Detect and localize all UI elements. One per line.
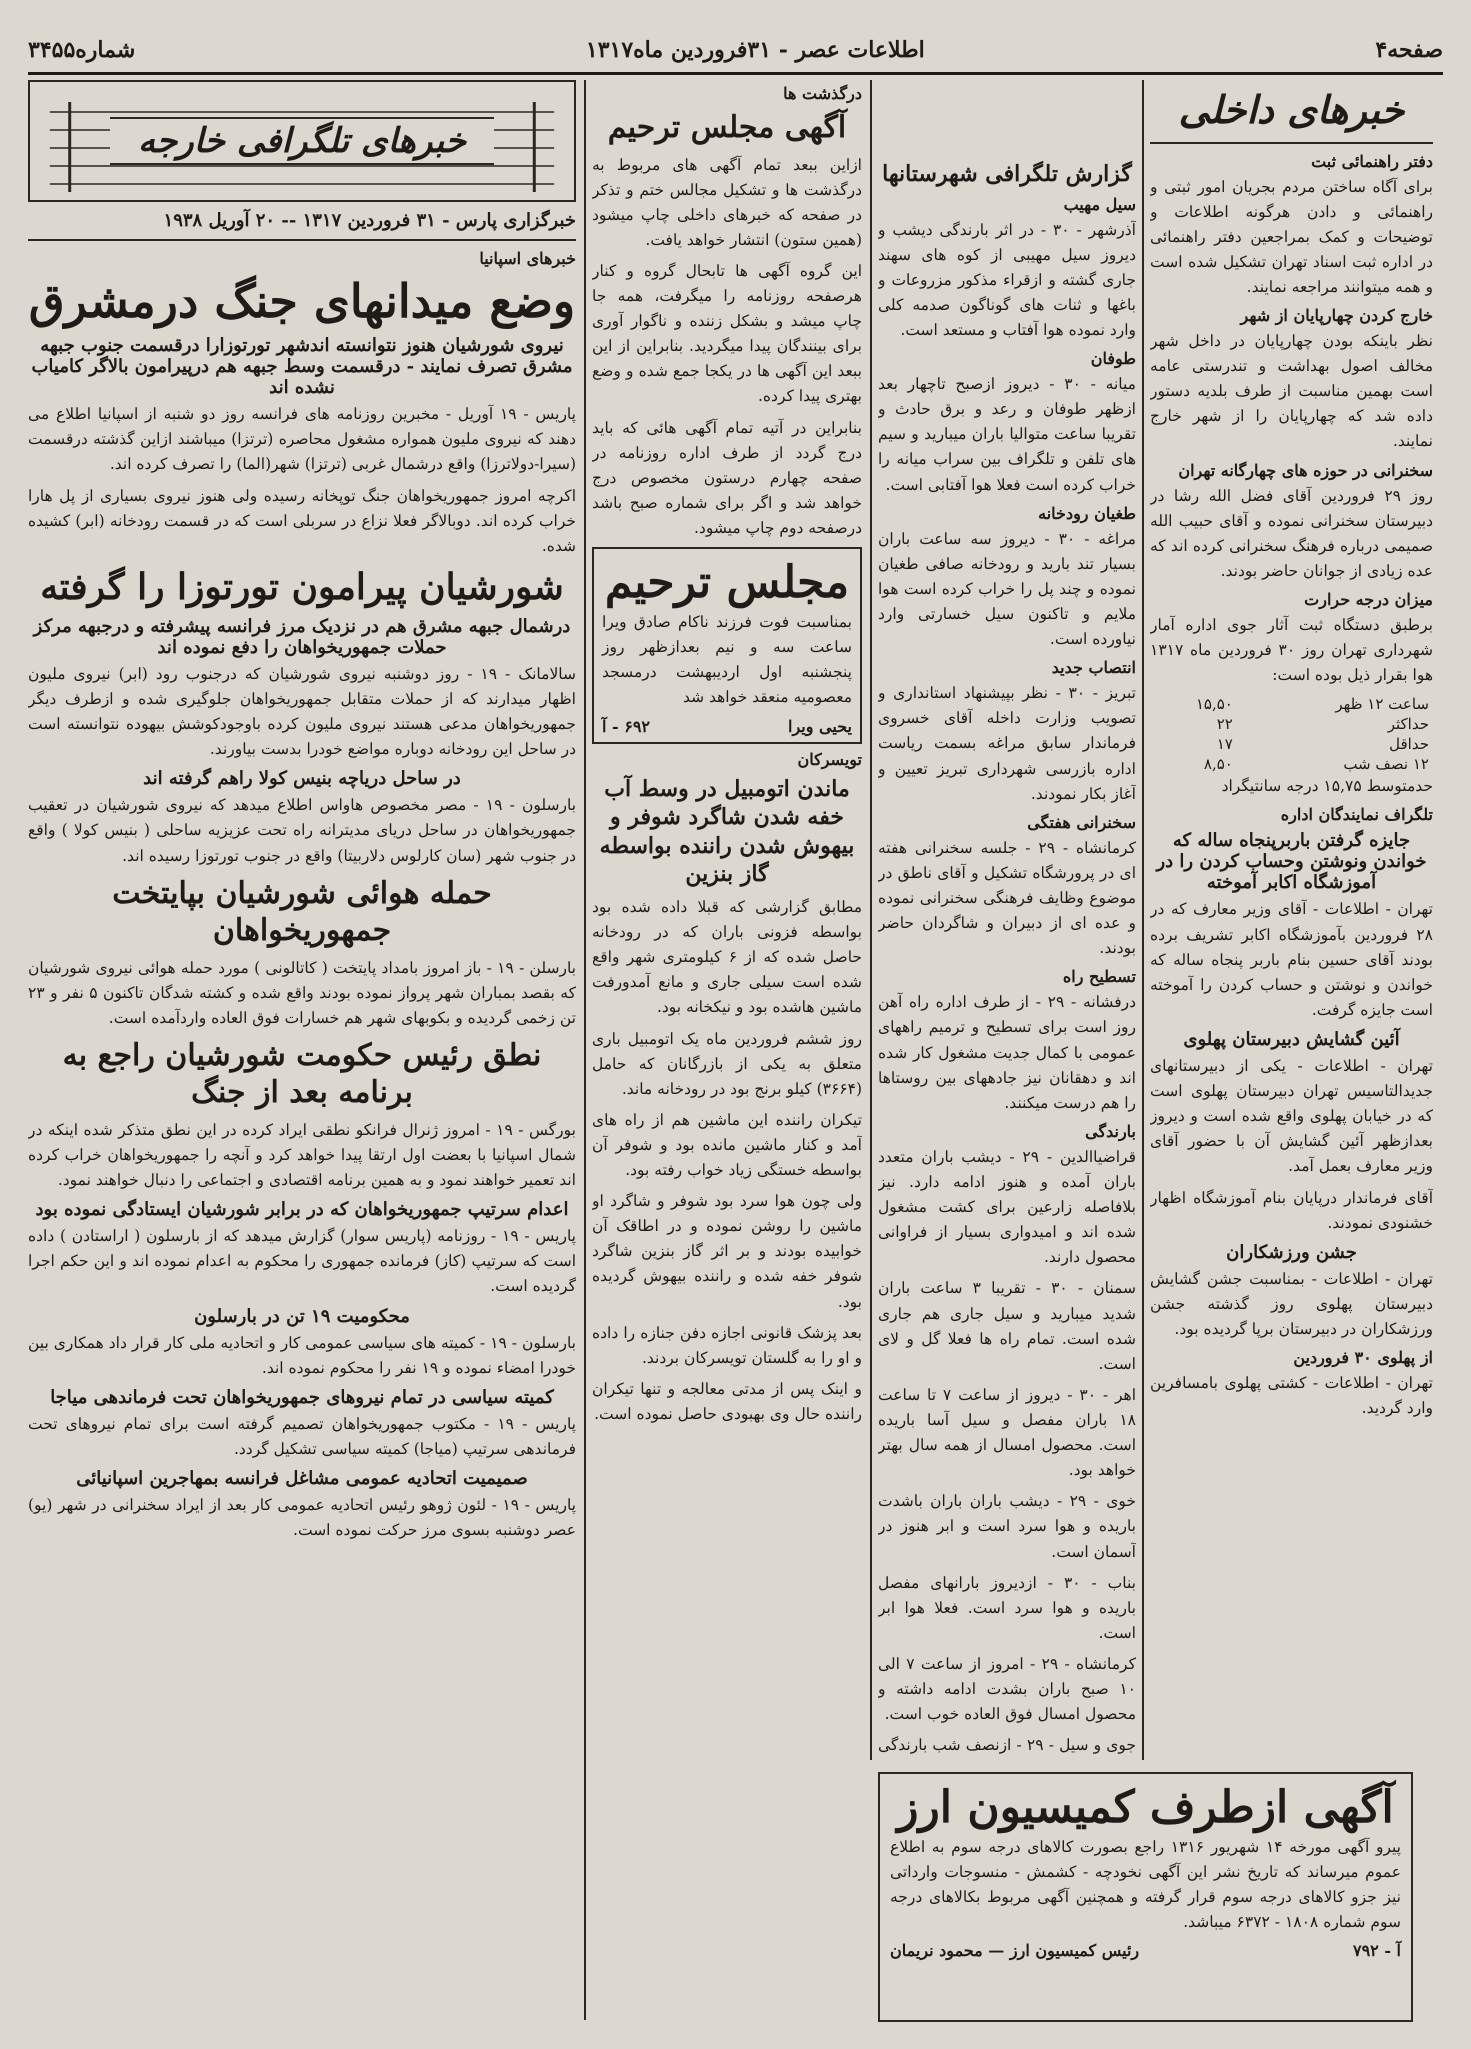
road-heading: تسطیح راه [1062,967,1136,987]
school-opening-heading: آئین گشایش دبیرستان پهلوی [1183,1029,1400,1051]
col-domestic [1150,80,1433,1760]
tortosa-headline: شورشیان پیرامون تورتوزا را گرفته [40,565,564,608]
animals-heading: خارج کردن چهارپایان از شهر [1240,306,1433,326]
tortosa-subheading: درشمال جبهه مشرق هم در نزدیک مرز فرانسه پیشرفته و درجبهه مرکز حملات جمهوریخواهان را دفع نموده اند [33,615,571,658]
franco-speech-headline: نطق رئیس حکومت شورشیان راجع به برنامه بعد از جنگ [62,1037,542,1111]
obituary-notice-text-1: ازاین ببعد تمام آگهی های مربوط به درگذشت ها و تشکیل مجالس ختم و تذکر در صفحه که خبرهای داخلی چاپ میشود (همین ستون) انتشار خواهد یافت. [592,155,862,249]
lectures-text: روز ۲۹ فروردین آقای فضل الله رشا در دبیرستان سخنرانی نموده و آقای حبیب الله صمیمی درباره فرهنگ سخنرانی کرده اند که عده زیادی از جوانان حاضر بودند. [1150,486,1433,580]
memorial-ad-body: بمناسبت فوت فرزند ناکام صادق ویرا ساعت سه و نیم بعدازظهر روز پنجشنبه اول اردیبهشت درمسجد معصومیه منعقد خواهد شد [602,613,852,707]
telegraph-heading: تلگراف نمایندگان اداره [1280,805,1433,825]
col-provinces [878,80,1136,1760]
table-row: حداقل ۱۷ [1216,735,1429,754]
execution-heading: اعدام سرتیپ جمهوریخواهان که در برابر شورشیان ایستادگی نموده بود [35,1199,569,1221]
weekly-lecture-text: کرمانشاه - ۲۹ - جلسه سخنرانی هفته ای در پرورشگاه تشکیل و آقای ناطق در موضوع وظایف فرهنگی سخنرانی نموده و عده ای از دبیران و شاگردان حاضر بودند. [878,838,1136,958]
provinces-heading: گزارش تلگرافی شهرستانها [882,161,1132,187]
issue-title: اطلاعات عصر - ۳۱فروردین ماه۱۳۱۷ [585,37,925,63]
registry-text: برای آگاه ساختن مردم بجریان امور ثبتی و راهنمائی و دادن هرگونه اطلاعات و توضیحات و کمک بمراجعین دفتر راهنمائی در اداره ثبت اسناد تهران تشکیل شده است و همه میتوانند مراجعه نمایند. [1150,177,1433,296]
flood-heading: سیل مهیب [1063,194,1136,214]
car-accident-text-4: ولی چون هوا سرد بود شوفر و شاگرد او ماشین را روشن نموده و در اطاقک آن خوابیده بودند و بر اثر گاز بنزین شاگرد شوفر خفه شده و راننده بیهوش گردیده بود. [592,1192,862,1311]
weekly-lecture-heading: سخنرانی هفتگی [1027,812,1136,832]
car-accident-text-3: تیکران راننده این ماشین هم از راه های آمد و کنار ماشین مانده بود و شوفر آن بواسطه خستگی زیاد خواب رفته بود. [592,1110,862,1180]
athletes-heading: جشن ورزشکاران [1226,1241,1357,1263]
car-accident-text-6: و اینک پس از مدتی معالجه و تنها تیکران راننده حال وی بهبودی حاصل نموده است. [592,1379,862,1424]
car-accident-heading: ماندن اتومبیل در وسط آب خفه شدن شاگرد شوفر و بیهوش شدن راننده بواسطه گاز بنزین [599,775,855,888]
east-front-headline: وضع میدانهای جنگ درمشرق [28,274,576,328]
river-text: مراغه - ۳۰ - دیروز سه ساعت باران بسیار تند بارید و رودخانه صافی طغیان نموده و چند پل را خراب کرده است هوا ملایم و تاکنون سیل خسارتی وارد نیاورده است. [878,529,1136,649]
rain-heading: بارندگی [1085,1121,1136,1141]
franco-speech-text: بورگس - ۱۹ - امروز ژنرال فرانکو نطقی ایراد کرده در این نطق متذکر شده اینکه در شمال اسپانیا با بعضت اول ارتقا پیدا خواهد کرد و آنچه را جمهوریخواهان خراب کرده اند تعمیر خواهند نمود و به همین برنامه اقتصادی و اجتماعی را دنبال خواهند نمود. [28,1120,576,1190]
currency-ad-title: آگهی ازطرف کمیسیون ارز [897,1782,1394,1833]
registry-heading: دفتر راهنمائی ثبت [1311,151,1433,171]
rain-text-4: خوی - ۲۹ - دیشب باران باران باشدت باریده و هوا سرد است و ابر هنوز در آسمان است. [878,1492,1136,1561]
currency-ad-sign-label: رئیس کمیسیون ارز [1009,1941,1140,1961]
river-heading: طغیان رودخانه [1038,503,1136,523]
athletes-text: تهران - اطلاعات - بمناسبت جشن گشایش دبیرستان پهلوی روز گذشته جشن ورزشکاران در دبیرستان برپا گردیده بود. [1150,1269,1433,1338]
storm-text: میانه - ۳۰ - دیروز ازصبح تاچهار بعد ازظهر طوفان و رعد و برق حادث و تقریبا ساعت متوالیا باران میبارید و سیم های تلفن و تلگراف بین سراب میانه را خراب کرده است فعلا هوا آفتابی است. [878,375,1136,494]
temperature-table [1150,694,1433,774]
agency-line: خبرگزاری پارس - ۳۱ فروردین ۱۳۱۷ -- ۲۰ آوریل ۱۹۳۸ [163,210,576,231]
animals-text: نظر باینکه بودن چهارپایان در داخل شهر مخالف اصول بهداشت و تندرستی عامه است بهمین مناسبت از طرف بلدیه دستور داده شد که چهارپایان را از شهر خارج نمایند. [1150,332,1433,451]
road-text: درفشانه - ۲۹ - از طرف اداره راه آهن روز است برای تسطیح و ترمیم راههای عمومی با کمال جدیت مشغول کار شده اند و دهقانان نیز جادههای بین روستاها را هم درست میکنند. [878,993,1136,1112]
committee-heading: کمیته سیاسی در تمام نیروهای جمهوریخواهان تحت فرماندهی میاجا [50,1386,554,1408]
execution-text: پاریس - ۱۹ - روزنامه (پاریس سوار) گزارش میدهد که از بارسلون ( اراستادن ) داده است که سرتیپ (کاز) فرمانده جمهوری را محکوم به اعدام نموده اند و این حکم اجرا گردیده است. [28,1227,576,1296]
car-accident-text-5: بعد پزشک قانونی اجازه دفن جنازه را داده و او را به گلستان تویسرکان بردند. [592,1323,862,1367]
benicarlo-text: بارسلون - ۱۹ - مصر مخصوص هاواس اطلاع میدهد که نیروی شورشیان در تعقیب جمهوریخواهان در ساحل دریای مدیترانه راه تحت عزیزیه ساحلی ( بنیس کولا ) واقع در جنوب شهر (سان کارلوس دلاربیتا) واقع در جنوب تورتوزا رسیده اند. [28,796,576,865]
col-foreign [28,80,576,2020]
rain-text-6: کرمانشاه - ۲۹ - امروز از ساعت ۷ الی ۱۰ صبح باران بشدت ادامه داشته و محصول امسال فوق العاده خوب است. [878,1654,1136,1724]
temperature-average: حدمتوسط ۱۵,۷۵ درجه سانتیگراد [1221,777,1433,796]
convictions-text: بارسلون - ۱۹ - کمیته های سیاسی عمومی کار و اتحادیه ملی کار قرار داد همکاری بین خودرا امضاء نموده و ۱۹ نفر را محکوم نموده اند. [28,1333,576,1377]
memorial-ad [592,547,862,743]
obituary-notice-text-3: بنابراین در آتیه تمام آگهی هائی که باید درج گردد از طرف اداره روزنامه در صفحه چهارم درستون مخصوص درج خواهد شد و اگر برای شماره صبح باشد درصفحه دوم چاپ میشود. [592,418,862,538]
page-number: صفحه۴ [1375,37,1443,63]
memorial-ad-ref: ۶۹۲ - آ [602,716,651,736]
air-raid-headline: حمله هوائی شورشیان بپایتخت جمهوریخواهان [112,875,492,949]
air-raid-text: بارسلن - ۱۹ - باز امروز بامداد پایتخت ( کاتالونی ) مورد حمله هوائی نیروی شورشیان که بقصد بمباران شهر پرواز نموده بودند واقع شده و کشته شدگان تاکنون ۵ نفر و ۲۳ تن زخمی گردیده و بکوبهای شهر هم خسارات فوق العاده واردآمده است. [28,958,576,1027]
obituary-notice-title: آگهی مجلس ترحیم [607,110,847,145]
pahlavi-text: تهران - اطلاعات - کشتی پهلوی بامسافرین وارد گردید. [1150,1374,1433,1418]
obituaries-section: درگذشت ها [783,84,862,103]
storm-heading: طوفان [1090,349,1136,369]
currency-commission-ad: آگهی ازطرف کمیسیون ارز پیرو آگهی مورخه ۱۴ شهریور ۱۳۱۶ راجع بصورت کالاهای درجه سوم به اطلاع عموم میرساند که تاریخ نشر این آگهی نخودچه - کشمش - منسوجات وارداتی نیز جزو کالاهای درجه سوم قرار گرفته و همچنین آگهی مربوط بکالاهای درجه سوم شماره ۱۸۰۸ - ۶۳۷۲ میباشد. آ - ۷۹۲ رئیس کمیسیون ارز — محمود نریمان [878,1772,1413,2022]
rain-text-7: جوی و سیل - ۲۹ - ازنصف شب بارندگی [878,1736,1136,1755]
currency-ad-body: پیرو آگهی مورخه ۱۴ شهریور ۱۳۱۶ راجع بصورت کالاهای درجه سوم به اطلاع عموم میرساند که تاریخ نشر این آگهی نخودچه - کشمش - منسوجات وارداتی نیز جزو کالاهای درجه سوم قرار گرفته و همچنین آگهی مربوط بکالاهای درجه سوم شماره ۱۸۰۸ - ۶۳۷۲ میباشد. [890,1838,1401,1932]
rain-text-3: اهر - ۳۰ - دیروز از ساعت ۷ تا ساعت ۱۸ باران مفصل و سیل آسا باریده است. محصول امسال از همه سال بهتر خواهد بود. [878,1385,1136,1480]
rain-text-5: بناب - ۳۰ - ازدیروز بارانهای مفصل باریده و هوا سرد است. فعلا هوا ابر است. [878,1573,1136,1642]
page-header [28,28,1443,75]
porter-award-text: تهران - اطلاعات - آقای وزیر معارف که در ۲۸ فروردین بآموزشگاه اکابر تشریف برده بودند آقای حسین بنام باربر پنجاه ساله که خواندن و نوشتن و حساب کردن را آموخته است جایزه گرفت. [1150,900,1433,1019]
porter-award-heading: جایزه گرفتن باربرپنجاه ساله که خواندن ونوشتن وحساب کردن را در آموزشگاه اکابر آموخته [1156,830,1427,894]
east-front-text-2: اکرچه امروز جمهوریخواهان جنگ توپخانه رسیده ولی هنوز نیروی بسیاری از پل هارا خراب کرده اند. دوبالاگر فعلا نزاع در سربلی است که در قسمت رودخانه (ابر) کشیده شده. [28,486,576,555]
currency-ad-ref: آ - ۷۹۲ [1352,1941,1401,1961]
appointment-heading: انتصاب جدید [1051,658,1136,678]
table-row: حداکثر ۲۲ [1216,715,1429,734]
obituary-notice-text-2: این گروه آگهی ها تابحال گروه و کنار هرصفحه روزنامه را میگرفت، همه جا چاپ میشد و بشکل زننده و ناگوار آوری برای بینندگان پیدا میگردید. بنابراین از این ببعد این آگهی ها در یکجا جمع شده و وضع بهتری پیدا کرده. [592,261,862,406]
car-accident-text-1: مطابق گزارشی که قبلا داده شده بود بواسطه فزونی باران که در رودخانه حاصل شده که از ۶ کیلومتری شهر واقع شده است سیلی جاری و مانع آمدورفت ماشین هاشده بود و نیکخانه بود. [592,897,862,1017]
table-row: ۱۲ نصف شب ۸,۵۰ [1203,755,1429,774]
refugees-text: پاریس - ۱۹ - لئون ژوهو رئیس اتحادیه عمومی کار بعد از ایراد سخنرانی در شهر (یو) عصر دوشنبه بسوی مرز حرکت نموده است. [28,1496,576,1540]
foreign-news-banner [28,80,576,202]
benicarlo-subheading: در ساحل دریاچه بنیس کولا راهم گرفته اند [143,768,461,790]
memorial-ad-sign: یحیی ویرا [788,716,852,736]
east-front-text-1: پاریس - ۱۹ آوریل - مخبرین روزنامه های فرانسه روز دو شنبه از اسپانیا اطلاع می دهند که نیروی ملیون همواره مشغول محاصره (ترتزا) میباشند ازاین گذشته درقسمت (سیرا-دولاترزا) واقع درشمال غربی (ترتزا) شهر(الما) را تصرف کرده اند. [28,405,576,474]
committee-text: پاریس - ۱۹ - مکتوب جمهوریخواهان تصمیم گرفته است برای تمام نیروهای تحت فرماندهی سرتیپ (میاجا) کمیته سیاسی تشکیل گردد. [28,1414,576,1458]
school-opening-text-2: آقای فرماندار درپایان بنام آموزشگاه اظهار خشنودی نمودند. [1150,1188,1433,1232]
temperature-text: برطبق دستگاه ثبت آثار جوی اداره آمار شهرداری تهران روز ۳۰ فروردین ماه ۱۳۱۷ هوا بقرار ذیل بوده است: [1150,616,1433,685]
domestic-banner: خبرهای داخلی [1178,87,1405,132]
spain-section: خبرهای اسپانیا [479,249,576,268]
table-row: ساعت ۱۲ ظهر ۱۵,۵۰ [1195,695,1429,714]
currency-ad-sign-name: محمود نریمان [890,1941,983,1961]
tortosa-text: سالامانک - ۱۹ - روز دوشنبه نیروی شورشیان که درجنوب رود (ابر) نیروی ملیون اظهار میدارند که از حملات متقابل جمهوریخواهان جلوگیری شده و ازطرف دیگر جمهوریخواهان مدعی هستند نیروی ملیون کرده باوجودکوشش بیهوده نتوانسته است در ساحل این رودخانه دوباره مواضع خودرا بدست بیاورند. [28,664,576,759]
school-opening-text: تهران - اطلاعات - یکی از دبیرستانهای جدیدالتاسیس تهران دبیرستان پهلوی است که در خیابان پهلوی واقع شده است و دیروز بعدازظهر آئین گشایش آن با حضور آقای وزیر معارف بعمل آمد. [1150,1057,1433,1176]
temperature-heading: میزان درجه حرارت [1304,590,1433,610]
rain-text-1: قراضیاالدین - ۲۹ - دیشب باران متعدد باران آمده و هنوز ادامه دارد. نیز بلافاصله زارعین برای کشت مشغول شده اند و امیدواری بسیار از فراوانی محصول دارند. [878,1147,1136,1267]
issue-number: شماره۳۴۵۵ [28,37,136,63]
flood-text: آذرشهر - ۳۰ - در اثر بارندگی دیشب و دیروز سیل مهیبی از کوه های سهند جاری گشته و ازقراء مذکور مزروعات و باغها و ثنات های گوناگون صدمه کلی وارد نموده هوا آفتاب و مستعد است. [878,220,1136,340]
refugees-heading: صمیمیت اتحادیه عمومی مشاغل فرانسه بمهاجرین اسپانیائی [76,1468,528,1490]
col-obituaries [592,80,862,2020]
east-front-subheading: نیروی شورشیان هنوز نتوانسته اندشهر تورتوزارا درقسمت جنوب جبهه مشرق تصرف نمایند - درقسمت وسط جبهه هم درپیرامون بالاگر کامیاب نشده اند [31,335,573,399]
tuyserkan-section: تویسرکان [797,749,862,769]
appointment-text: تبریز - ۳۰ - نظر بپیشنهاد استانداری و تصویب وزارت داخله آقای خسروی فرماندار سابق مراغه بسمت ریاست اداره بازرسی شهرداری تبریز تعیین و آغاز بکار نمودند. [878,684,1136,803]
memorial-ad-title: مجلس ترحیم [604,557,850,609]
rain-text-2: سمنان - ۳۰ - تقریبا ۳ ساعت باران شدید میبارید و سیل جاری هم جاری شده است. تمام راه ها فعلا گل و لای است. [878,1279,1136,1373]
convictions-heading: محکومیت ۱۹ تن در بارسلون [194,1305,410,1327]
car-accident-text-2: روز ششم فروردین ماه یک اتومبیل باری متعلق به یکی از بازرگانان که حامل (۳۶۶۴) کیلو برنج بود در رودخانه ماند. [592,1029,862,1098]
pahlavi-heading: از پهلوی ۳۰ فروردین [1293,1348,1433,1368]
lectures-heading: سخنرانی در حوزه های چهارگانه تهران [1178,460,1433,480]
foreign-news-banner-title: خبرهای تلگرافی خارجه [110,117,494,165]
